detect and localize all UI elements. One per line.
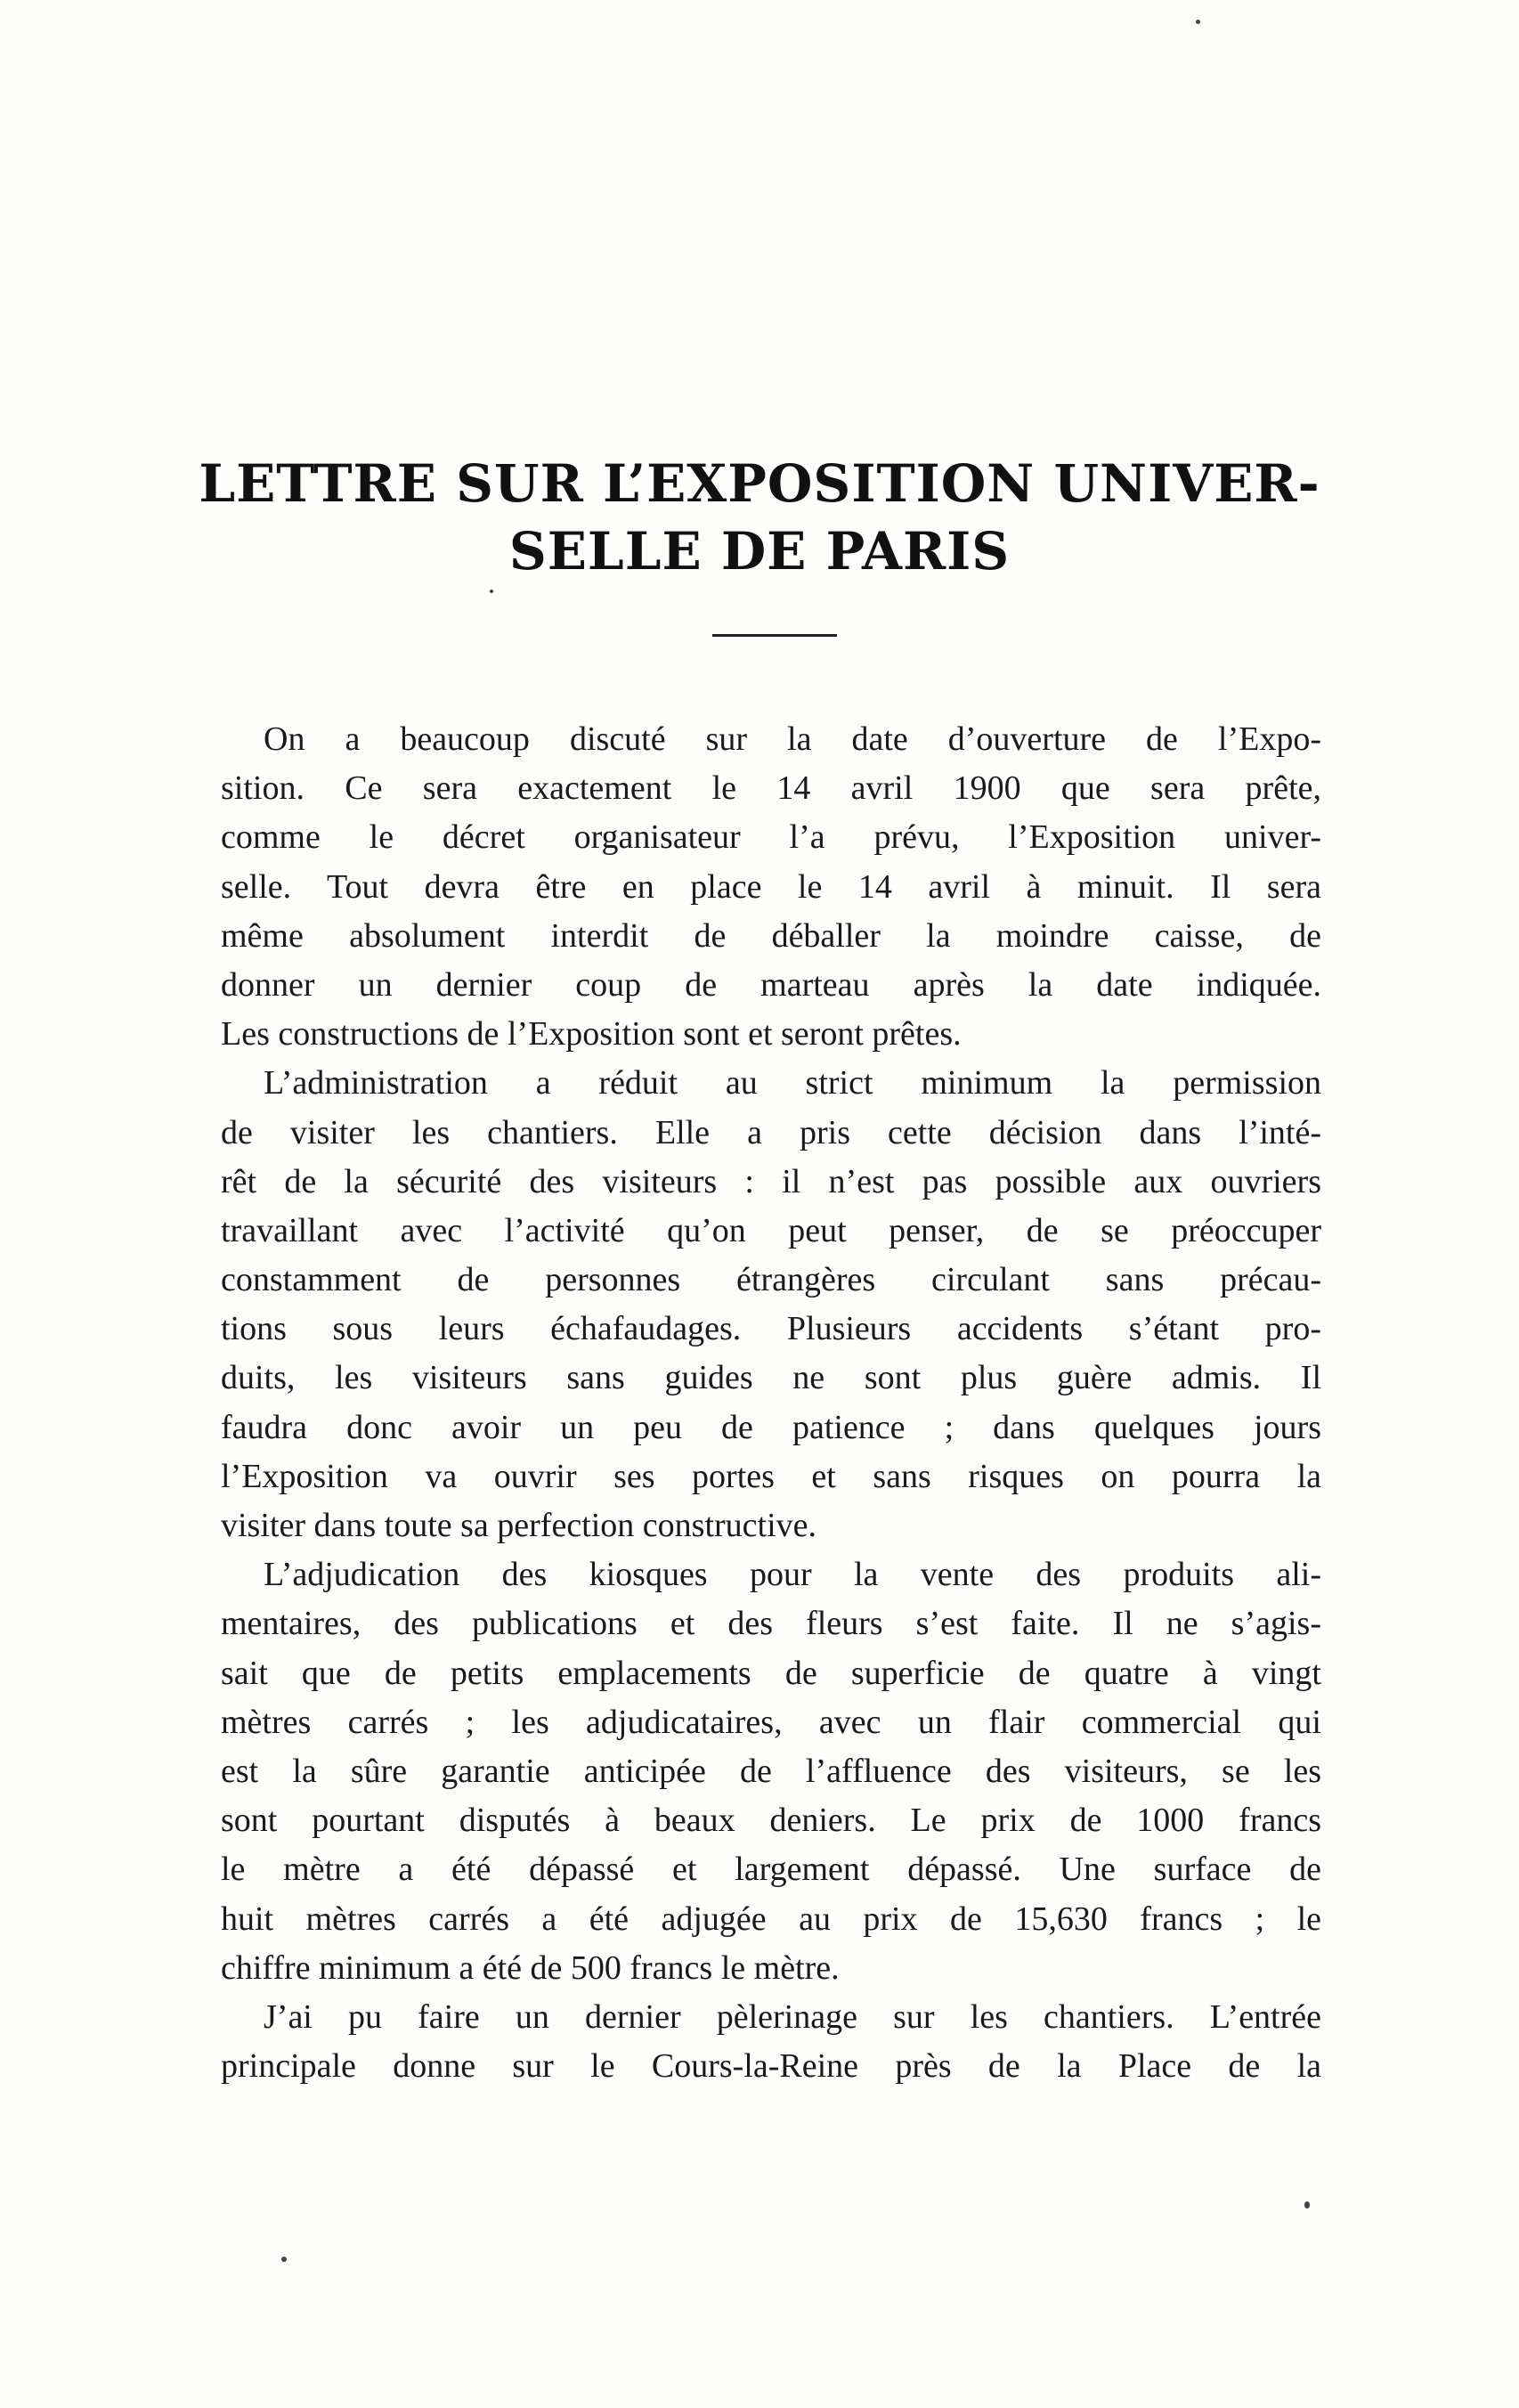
page-title xyxy=(0,450,1519,585)
text-line: duits, les visiteurs sans guides ne sont plus guère admis. Il xyxy=(221,1359,1321,1397)
title-line-2: SELLE DE PARIS xyxy=(508,521,1011,582)
text-line: Les constructions de l’Exposition sont et seront prêtes. xyxy=(221,1015,962,1054)
text-line: constamment de personnes étrangères circulant sans précau- xyxy=(221,1261,1321,1299)
text-line: travaillant avec l’activité qu’on peut penser, de se préoccuper xyxy=(221,1211,1321,1249)
text-line: selle. Tout devra être en place le 14 avril à minuit. Il sera xyxy=(221,867,1321,906)
text-line: visiter dans toute sa perfection constructive. xyxy=(221,1507,817,1544)
text-line: sont pourtant disputés à beaux deniers. Le prix de 1000 francs xyxy=(221,1802,1321,1840)
text-line: l’Exposition va ouvrir ses portes et sans risques on pourra la xyxy=(221,1457,1321,1495)
body-text xyxy=(221,715,1321,2091)
text-line: L’administration a réduit au strict minimum la permission xyxy=(264,1064,1321,1102)
text-line: J’ai pu faire un dernier pèlerinage sur les chantiers. L’entrée xyxy=(264,1997,1321,2036)
text-line: sition. Ce sera exactement le 14 avril 1900 que sera prête, xyxy=(221,769,1321,808)
text-line: chiffre minimum a été de 500 francs le mètre. xyxy=(221,1948,840,1987)
text-line: L’adjudication des kiosques pour la vente des produits ali- xyxy=(264,1556,1321,1594)
scan-speck xyxy=(490,590,493,593)
text-line: rêt de la sécurité des visiteurs : il n’est pas possible aux ouvriers xyxy=(221,1162,1321,1200)
text-line: faudra donc avoir un peu de patience ; dans quelques jours xyxy=(221,1408,1321,1446)
text-line: le mètre a été dépassé et largement dépassé. Une surface de xyxy=(221,1851,1321,1889)
text-line: comme le décret organisateur l’a prévu, l’Exposition univer- xyxy=(221,818,1321,857)
scan-speck xyxy=(1304,2201,1310,2209)
text-line: même absolument interdit de déballer la moindre caisse, de xyxy=(221,916,1321,955)
text-line: tions sous leurs échafaudages. Plusieurs accidents s’étant pro- xyxy=(221,1310,1321,1348)
text-line: mentaires, des publications et des fleurs s’est faite. Il ne s’agis- xyxy=(221,1605,1321,1643)
title-divider xyxy=(712,634,837,637)
scan-speck xyxy=(281,2257,287,2262)
text-line: huit mètres carrés a été adjugée au prix de 15,630 francs ; le xyxy=(221,1900,1321,1938)
text-line: mètres carrés ; les adjudicataires, avec un flair commercial qui xyxy=(221,1703,1321,1741)
text-line: de visiter les chantiers. Elle a pris cette décision dans l’inté- xyxy=(221,1113,1321,1151)
text-line: donner un dernier coup de marteau après la date indiquée. xyxy=(221,965,1321,1004)
title-line-1: LETTRE SUR L’EXPOSITION UNIVER- xyxy=(199,453,1320,514)
text-line: sait que de petits emplacements de superficie de quatre à vingt xyxy=(221,1654,1321,1692)
text-line: On a beaucoup discuté sur la date d’ouverture de l’Expo- xyxy=(264,720,1321,758)
text-line: est la sûre garantie anticipée de l’affluence des visiteurs, se les xyxy=(221,1752,1321,1790)
scan-speck xyxy=(1196,20,1200,24)
text-line: principale donne sur le Cours-la-Reine près de la Place de la xyxy=(221,2047,1321,2086)
